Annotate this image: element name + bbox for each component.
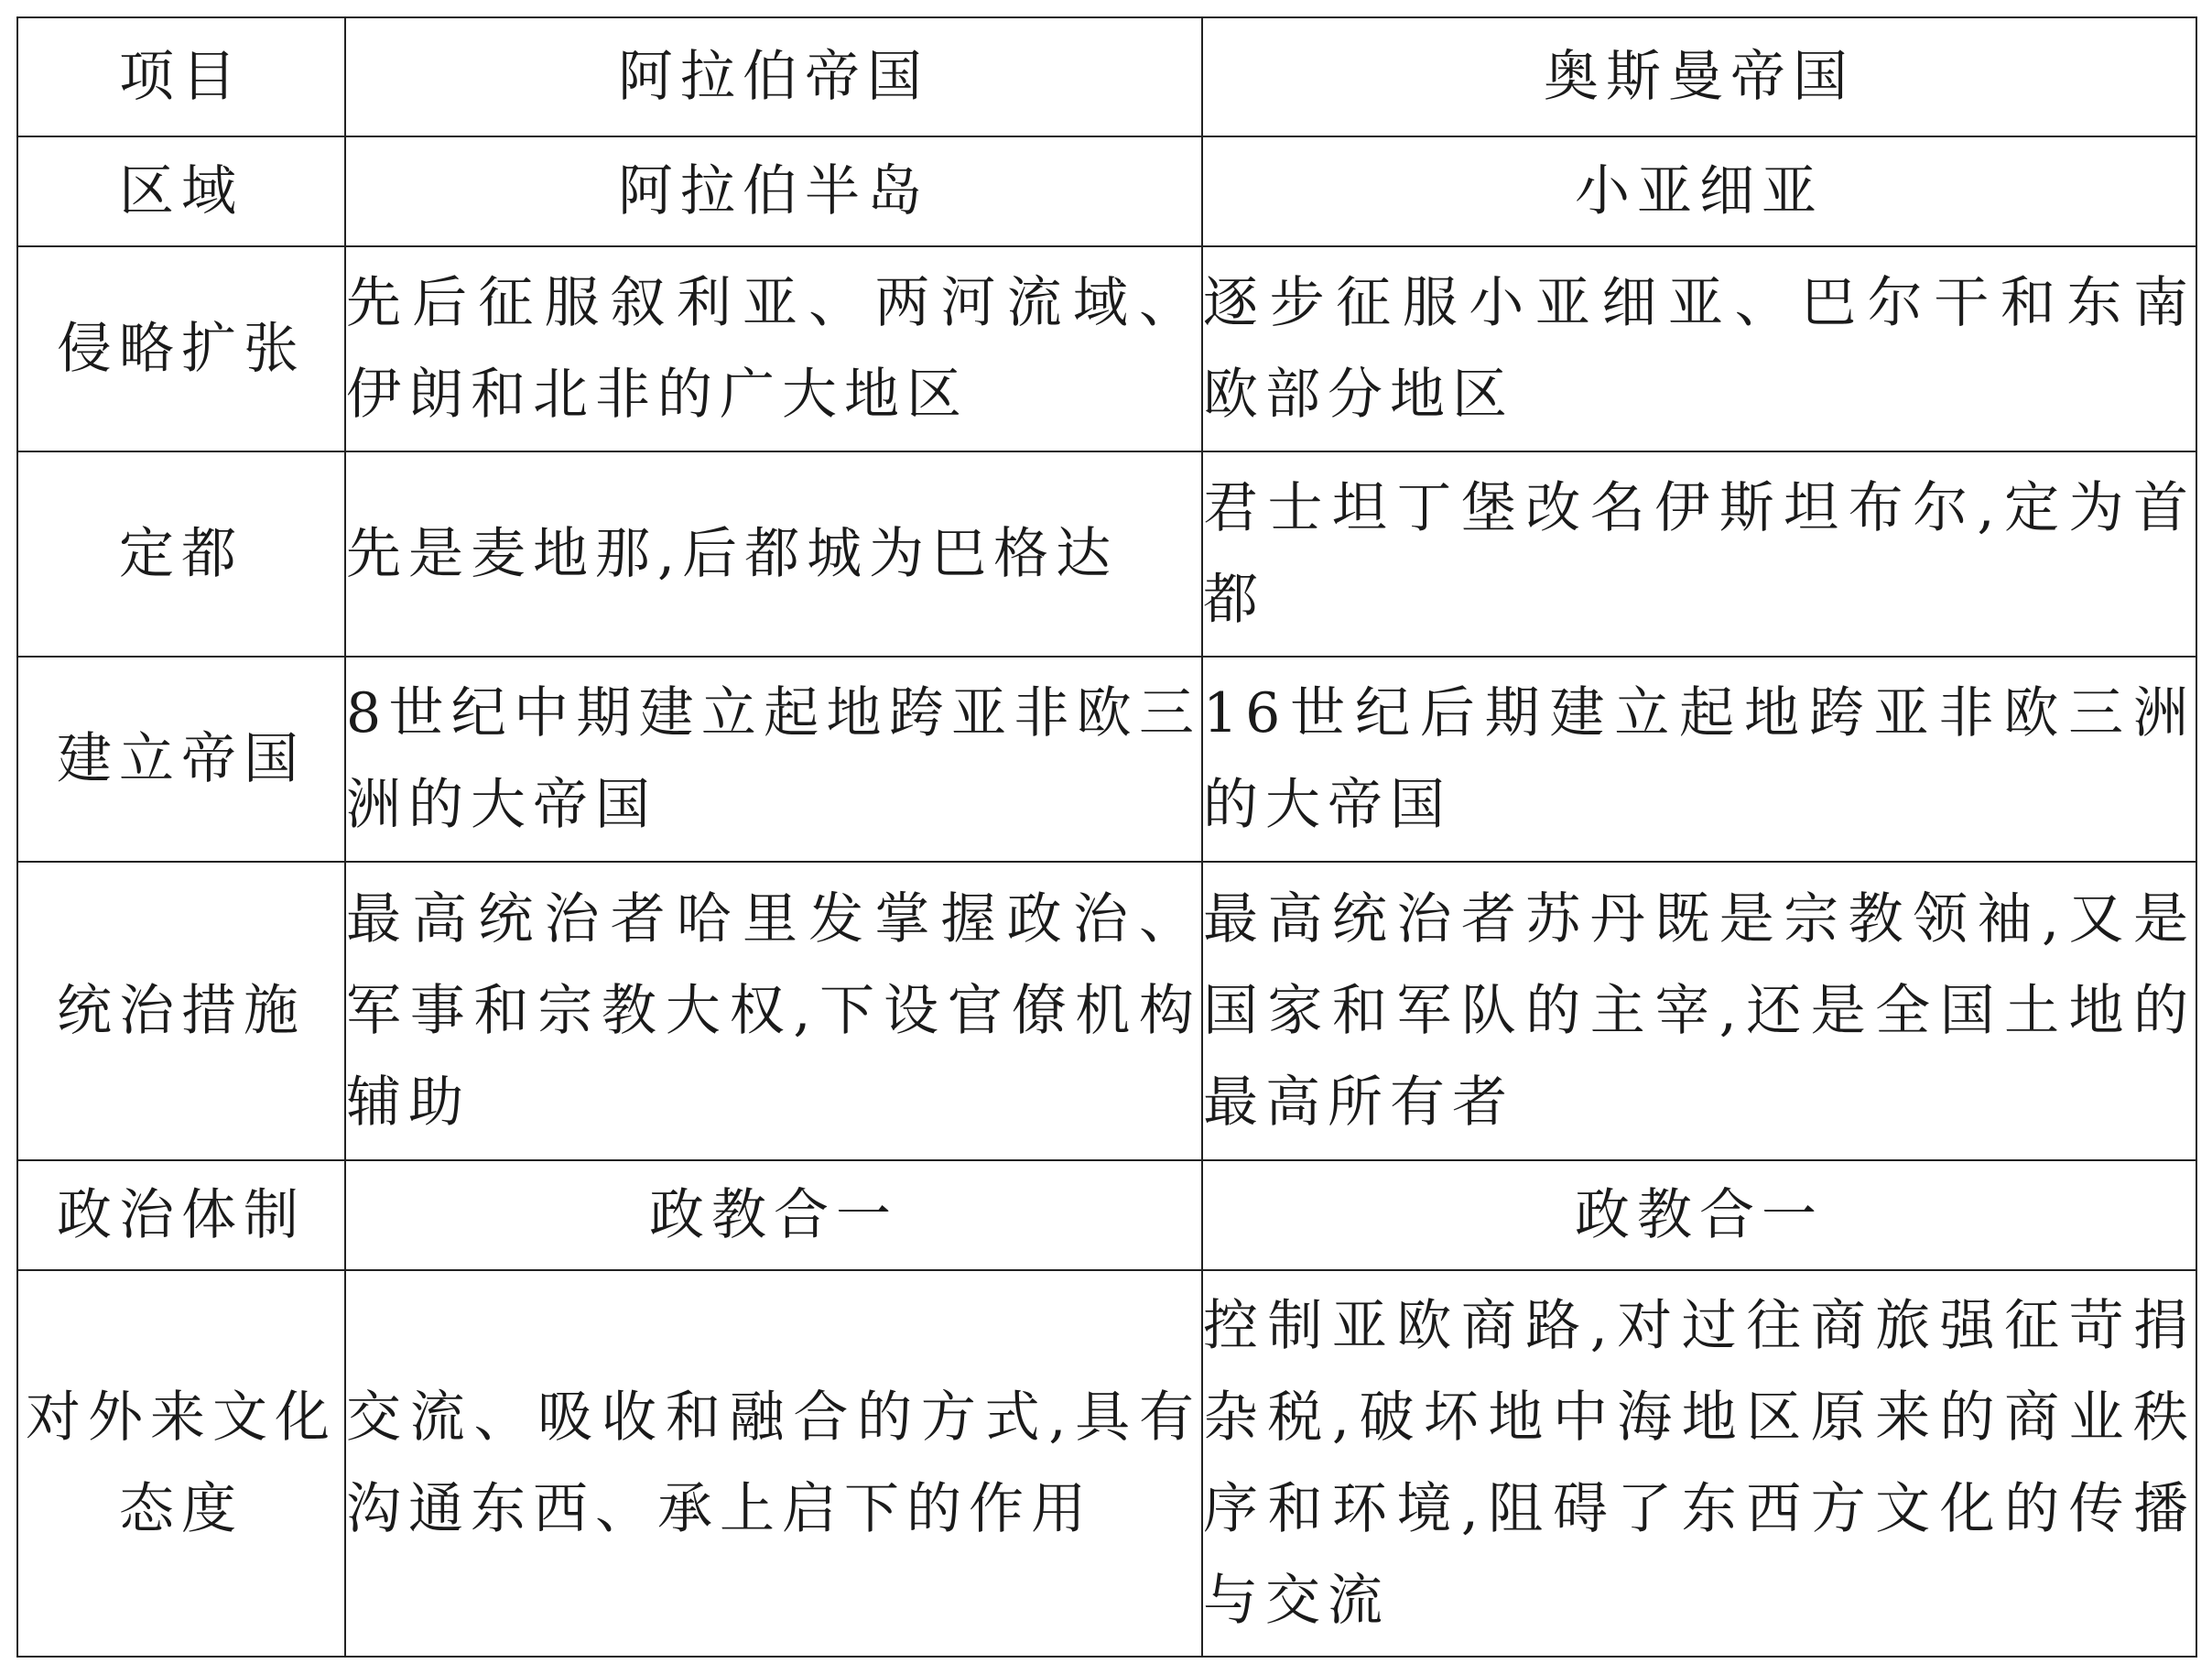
table-row <box>17 136 2196 246</box>
header-ottoman-empire: 奥斯曼帝国 <box>1202 17 2196 136</box>
cell-ottoman-empire-founding: 16世纪后期建立起地跨亚非欧三洲的大帝国 <box>1202 657 2196 862</box>
comparison-table <box>16 16 2197 1658</box>
cell-arab-expansion: 先后征服叙利亚、两河流域、伊朗和北非的广大地区 <box>345 246 1202 451</box>
row-label-foreign-culture: 对外来文化态度 <box>17 1270 345 1657</box>
row-label-political-system: 政治体制 <box>17 1160 345 1270</box>
table-row <box>17 1270 2196 1657</box>
cell-arab-empire-founding: 8世纪中期建立起地跨亚非欧三洲的大帝国 <box>345 657 1202 862</box>
header-item: 项目 <box>17 17 345 136</box>
table-row <box>17 862 2196 1160</box>
cell-ottoman-political-system: 政教合一 <box>1202 1160 2196 1270</box>
cell-ottoman-expansion: 逐步征服小亚细亚、巴尔干和东南欧部分地区 <box>1202 246 2196 451</box>
cell-ottoman-rule-measures: 最高统治者苏丹既是宗教领袖,又是国家和军队的主宰,还是全国土地的最高所有者 <box>1202 862 2196 1160</box>
table-row <box>17 451 2196 657</box>
cell-arab-rule-measures: 最高统治者哈里发掌握政治、军事和宗教大权,下设官僚机构辅助 <box>345 862 1202 1160</box>
row-label-empire-founding: 建立帝国 <box>17 657 345 862</box>
row-label-rule-measures: 统治措施 <box>17 862 345 1160</box>
table-row <box>17 1160 2196 1270</box>
cell-ottoman-region: 小亚细亚 <box>1202 136 2196 246</box>
cell-arab-capital: 先是麦地那,后都城为巴格达 <box>345 451 1202 657</box>
table-row <box>17 246 2196 451</box>
row-label-capital: 定都 <box>17 451 345 657</box>
header-arab-empire: 阿拉伯帝国 <box>345 17 1202 136</box>
row-label-region: 区域 <box>17 136 345 246</box>
header-row <box>17 17 2196 136</box>
cell-ottoman-foreign-culture: 控制亚欧商路,对过往商旅强征苛捐杂税,破坏地中海地区原来的商业秩序和环境,阻碍了东西方文化的传播与交流 <box>1202 1270 2196 1657</box>
cell-arab-political-system: 政教合一 <box>345 1160 1202 1270</box>
cell-arab-foreign-culture: 交流、吸收和融合的方式,具有沟通东西、承上启下的作用 <box>345 1270 1202 1657</box>
cell-arab-region: 阿拉伯半岛 <box>345 136 1202 246</box>
row-label-expansion: 侵略扩张 <box>17 246 345 451</box>
cell-ottoman-capital: 君士坦丁堡改名伊斯坦布尔,定为首都 <box>1202 451 2196 657</box>
table-row <box>17 657 2196 862</box>
